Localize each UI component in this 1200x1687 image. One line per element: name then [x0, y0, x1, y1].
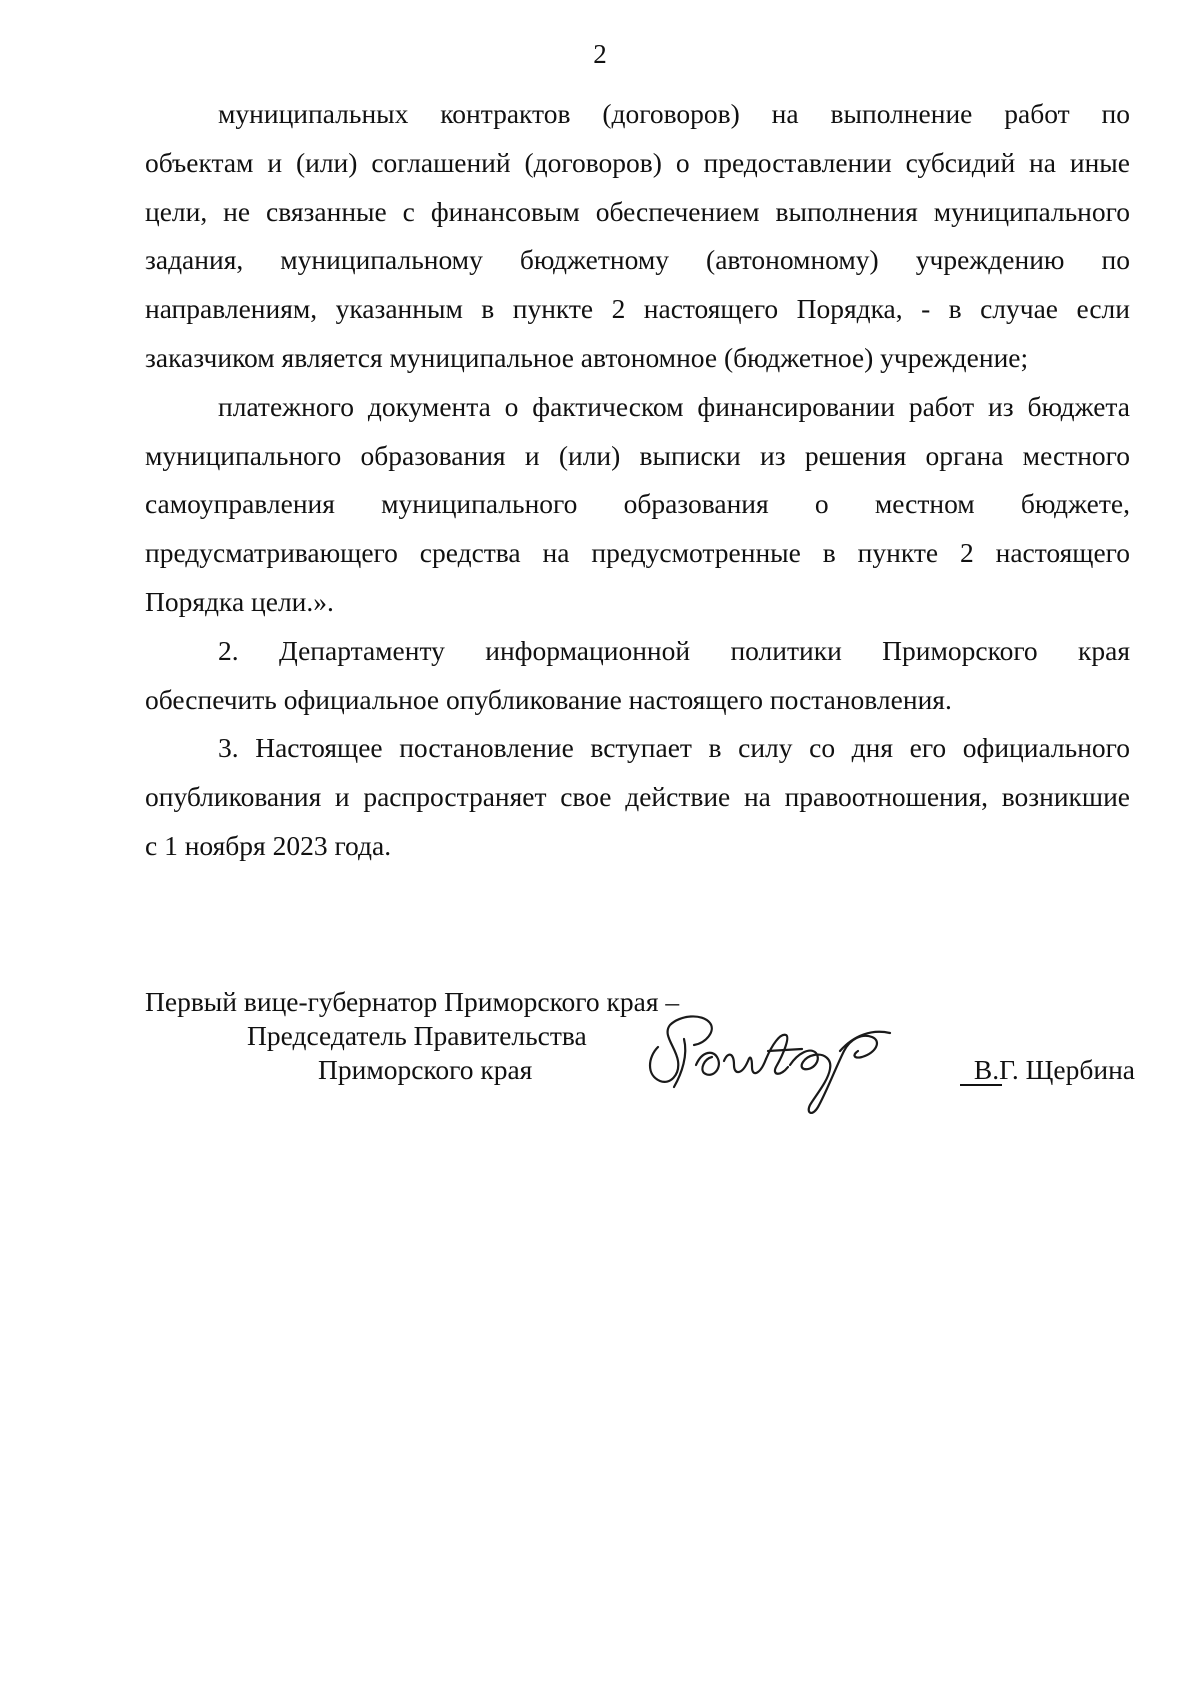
document-body [145, 90, 1130, 871]
text-line: муниципального образования и (или) выписки из решения органа местного [145, 439, 1130, 471]
text-line: задания, муниципальному бюджетному (автономному) учреждению по [145, 244, 1130, 276]
paragraph-clause-2 [145, 627, 1130, 725]
text-line: заказчиком является муниципальное автономное (бюджетное) учреждение; [145, 341, 1029, 373]
paragraph-contracts-list-item [145, 90, 1130, 383]
page-number: 2 [593, 39, 607, 69]
text-line: обеспечить официальное опубликование настоящего постановления. [145, 683, 952, 715]
text-line: платежного документа о фактическом финансировании работ из бюджета [218, 390, 1130, 422]
handwritten-signature [640, 995, 930, 1125]
text-line: 2. Департаменту информационной политики Приморского края [218, 634, 1130, 666]
paragraph-payment-document-item [145, 383, 1130, 627]
text-line: муниципальных контрактов (договоров) на выполнение работ по [218, 98, 1130, 129]
text-line: 3. Настоящее постановление вступает в силу со дня его официального [218, 732, 1130, 764]
text-line: предусматривающего средства на предусмотренные в пункте 2 настоящего [145, 537, 1130, 569]
text-line: цели, не связанные с финансовым обеспечением выполнения муниципального [145, 195, 1130, 227]
signer-name: В.Г. Щербина [973, 1054, 1135, 1085]
signer-position-line3: Приморского края [318, 1054, 533, 1085]
signer-position-line2: Председатель Правительства [247, 1020, 587, 1051]
text-line: Порядка цели.». [145, 585, 334, 617]
paragraph-clause-3 [145, 724, 1130, 870]
text-line: самоуправления муниципального образования о местном бюджете, [145, 488, 1130, 520]
text-line: опубликования и распространяет свое действие на правоотношения, возникшие [145, 781, 1130, 813]
text-line: с 1 ноября 2023 года. [145, 829, 392, 861]
text-line: направлениям, указанным в пункте 2 настоящего Порядка, - в случае если [145, 293, 1130, 325]
signer-position-line1: Первый вице-губернатор Приморского края – [145, 986, 680, 1017]
text-line: объектам и (или) соглашений (договоров) о предоставлении субсидий на иные [145, 146, 1130, 178]
signature-block [145, 985, 1135, 1115]
